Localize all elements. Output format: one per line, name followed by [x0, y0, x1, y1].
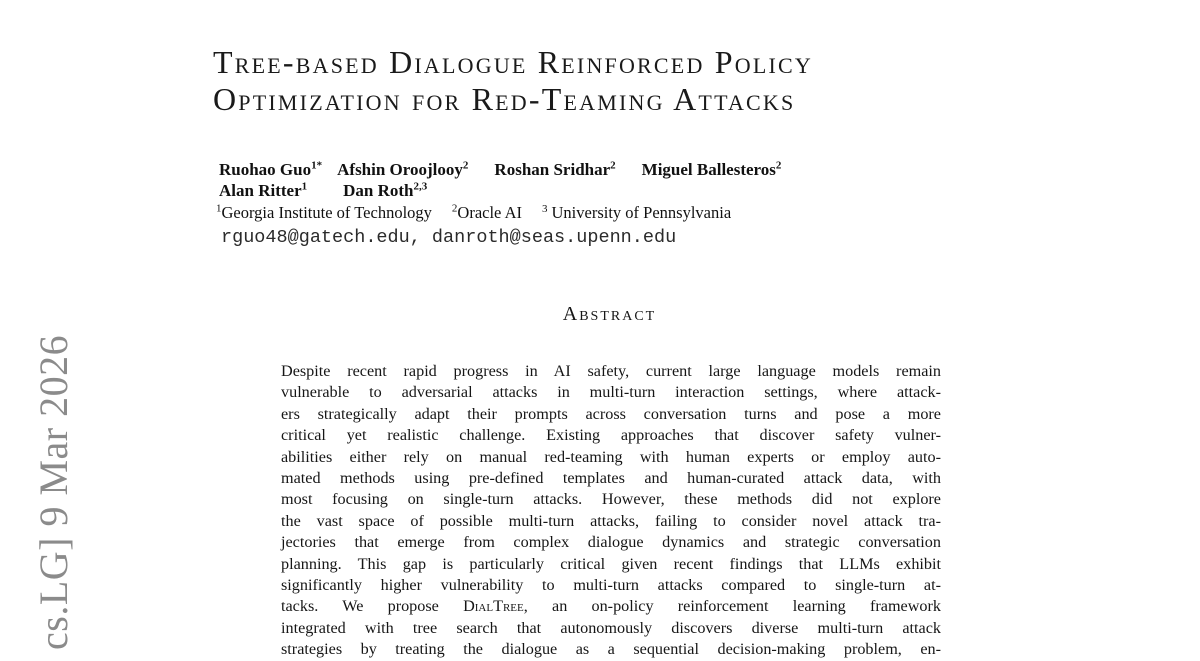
- author-block: [219, 159, 781, 201]
- author-superscript: 1*: [311, 159, 323, 172]
- abstract-line: significantly higher vulnerability to multi-turn attacks compared to single-turn at-: [281, 576, 941, 595]
- author-name: Roshan Sridhar: [494, 160, 611, 179]
- author: [343, 181, 427, 200]
- email-line: rguo48@gatech.edu, danroth@seas.upenn.edu: [221, 227, 677, 248]
- author: [219, 181, 307, 200]
- affiliation-text: Georgia Institute of Technology: [221, 203, 432, 222]
- author-name: Ruohao Guo: [219, 160, 312, 179]
- abstract-line: ers strategically adapt their prompts across conversation turns and pose a more: [281, 404, 941, 423]
- abstract-line: Despite recent rapid progress in AI safety, current large language models remain: [281, 362, 941, 380]
- abstract-line-text: tacks. We propose: [281, 597, 464, 616]
- abstract-line: jectories that emerge from complex dialogue dynamics and strategic conversation: [281, 533, 941, 552]
- abstract-line: abilities either rely on manual red-teaming with human experts or employ auto-: [281, 447, 941, 466]
- affiliation: [542, 203, 731, 222]
- author-name: Dan Roth: [343, 181, 414, 200]
- paper-title: [213, 44, 813, 118]
- author-row-1: [219, 159, 781, 180]
- author: [337, 160, 468, 179]
- author-name: Alan Ritter: [219, 181, 302, 200]
- abstract-line: vulnerable to adversarial attacks in multi-turn interaction settings, where attack-: [281, 383, 941, 402]
- author: [642, 160, 782, 179]
- author-name: Afshin Oroojlooy: [337, 160, 463, 179]
- affiliation-line: [216, 203, 731, 223]
- method-name-dialtree: DialTree: [463, 597, 524, 616]
- arxiv-watermark: cs.LG] 9 Mar 2026: [31, 334, 76, 650]
- abstract-line: strategies by treating the dialogue as a sequential decision-making problem, en-: [281, 640, 941, 659]
- affiliation: [452, 203, 522, 222]
- author-superscript: 2,3: [413, 180, 428, 193]
- affiliation: [216, 203, 432, 222]
- author: [219, 160, 322, 179]
- author-superscript: 2: [610, 159, 616, 172]
- abstract-line: the vast space of possible multi-turn attacks, failing to consider novel attack tra-: [281, 511, 941, 530]
- paper-title-line-1: Tree-based Dialogue Reinforced Policy: [213, 44, 813, 80]
- affiliation-superscript: 1: [216, 202, 222, 215]
- abstract-line: mated methods using pre-defined templates and human-curated attack data, with: [281, 469, 941, 488]
- author: [494, 160, 615, 179]
- author-superscript: 1: [301, 180, 308, 193]
- abstract-line: [281, 596, 941, 617]
- abstract-body: [281, 361, 941, 661]
- paper-title-line-2: Optimization for Red-Teaming Attacks: [213, 81, 796, 117]
- abstract-line: integrated with tree search that autonomously discovers diverse multi-turn attack: [281, 618, 941, 637]
- author-superscript: 2: [775, 159, 782, 172]
- author-row-2: [219, 180, 781, 201]
- author-superscript: 2: [462, 159, 469, 172]
- abstract-line: most focusing on single-turn attacks. However, these methods did not explore: [281, 490, 941, 509]
- abstract-heading: Abstract: [562, 303, 657, 325]
- abstract-line-text: , an on-policy reinforcement learning framework: [523, 597, 941, 616]
- affiliation-text: University of Pennsylvania: [551, 203, 732, 222]
- abstract-line: planning. This gap is particularly critical given recent findings that LLMs exhibit: [281, 554, 941, 573]
- author-name: Miguel Ballesteros: [641, 160, 776, 179]
- affiliation-superscript: 2: [451, 202, 458, 215]
- affiliation-text: Oracle AI: [457, 203, 522, 222]
- affiliation-superscript: 3: [542, 202, 548, 215]
- abstract-line: critical yet realistic challenge. Existing approaches that discover safety vulner-: [281, 426, 941, 445]
